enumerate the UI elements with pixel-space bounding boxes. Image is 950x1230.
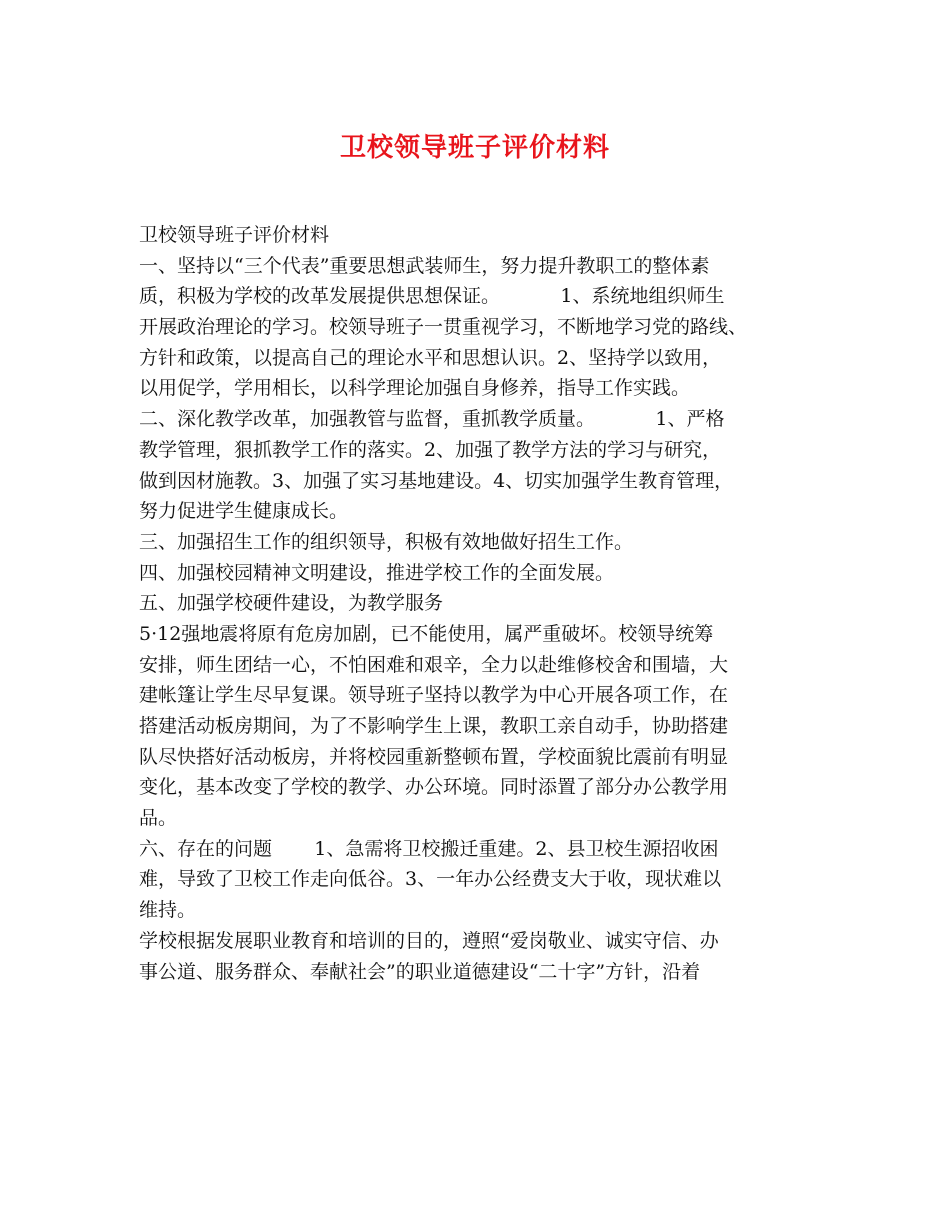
document-body: [139, 220, 829, 987]
body-line: 维持。: [139, 899, 197, 922]
body-line: 一、坚持以“三个代表”重要思想武装师生，努力提升教职工的整体素: [139, 254, 710, 277]
body-line: 安排，师生团结一心，不怕困难和艰辛，全力以赴维修校舍和围墙，大: [139, 653, 729, 676]
body-line: 五、加强学校硬件建设，为教学服务: [139, 592, 444, 615]
body-line: 四、加强校园精神文明建设，推进学校工作的全面发展。: [139, 561, 615, 584]
body-line: 质，积极为学校的改革发展提供思想保证。 1、系统地组织师生: [139, 285, 725, 308]
body-line: 搭建活动板房期间，为了不影响学生上课，教职工亲自动手，协助搭建: [139, 715, 729, 737]
body-line: 以用促学，学用相长，以科学理论加强自身修养，指导工作实践。: [139, 377, 691, 400]
body-line: 变化，基本改变了学校的教学、办公环境。同时添置了部分办公教学用: [139, 776, 729, 799]
body-line: 三、加强招生工作的组织领导，积极有效地做好招生工作。: [139, 530, 634, 553]
body-line: 做到因材施教。3、加强了实习基地建设。4、切实加强学生教育管理，: [139, 469, 734, 492]
body-line: 努力促进学生健康成长。: [139, 500, 349, 523]
body-line: 品。: [139, 807, 178, 830]
document-title: 卫校领导班子评价材料: [339, 133, 610, 163]
body-line: 教学管理，狠抓教学工作的落实。2、加强了教学方法的学习与研究，: [139, 438, 722, 461]
body-line: 队尽快搭好活动板房，并将校园重新整顿布置，学校面貌比震前有明显: [139, 745, 729, 768]
body-line: 难，导致了卫校工作走向低谷。3、一年办公经费支大于收，现状难以: [139, 868, 722, 891]
body-line: 开展政治理论的学习。校领导班子一贯重视学习，不断地学习党的路线、: [139, 316, 748, 339]
body-line: 二、深化教学改革，加强教管与监督，重抓教学质量。 1、严格: [139, 408, 725, 431]
body-line: 建帐篷让学生尽早复课。领导班子坚持以教学为中心开展各项工作，在: [139, 684, 729, 707]
body-line: 事公道、服务群众、奉献社会”的职业道德建设“二十字”方针，沿着: [139, 960, 701, 983]
body-line: 学校根据发展职业教育和培训的目的，遵照“爱岗敬业、诚实守信、办: [139, 929, 719, 952]
body-line: 卫校领导班子评价材料: [139, 224, 330, 246]
body-line: 六、存在的问题 1、急需将卫校搬迁重建。2、县卫校生源招收困: [139, 837, 719, 860]
body-line: 方针和政策，以提高自己的理论水平和思想认识。2、坚持学以致用，: [139, 346, 722, 369]
body-line: 5·12强地震将原有危房加剧，已不能使用，属严重破坏。校领导统筹: [139, 622, 714, 645]
